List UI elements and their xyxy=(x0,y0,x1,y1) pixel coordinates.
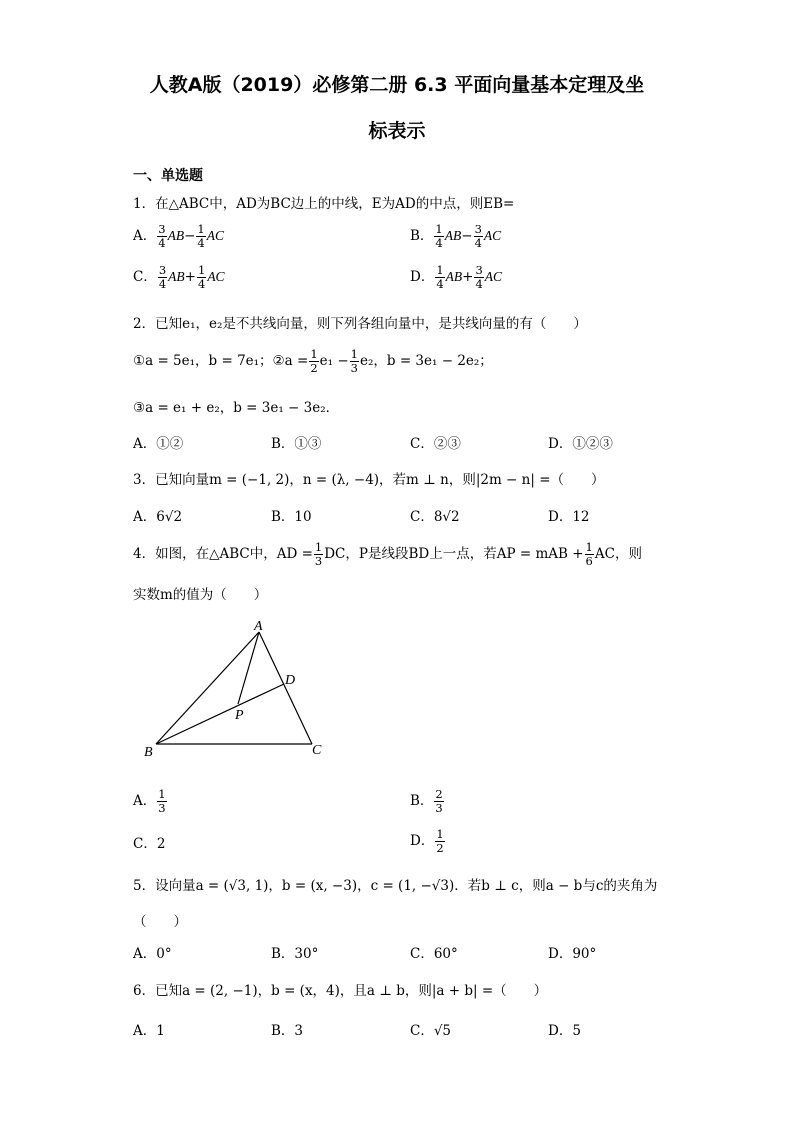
q6-stem: 6．已知a = (2, −1)，b = (x，4)，且a ⊥ b，则|a + b| =（ ） xyxy=(133,983,548,999)
section-heading: 一、单选题 xyxy=(133,168,203,184)
q3-option-b: B．10 xyxy=(271,509,312,525)
q1-option-c: C． $\frac{3}{4}$ AB+ $\frac{1}{4}$ AC xyxy=(133,263,225,291)
label-b: B xyxy=(144,745,153,760)
q6-option-c: C．√5 xyxy=(410,1023,452,1039)
q2-option-c: C．②③ xyxy=(410,436,461,452)
label-c: C xyxy=(312,743,322,758)
q3-option-a: A．6√2 xyxy=(133,509,183,525)
triangle-figure xyxy=(140,618,340,763)
label-d: D xyxy=(285,673,296,688)
q6-option-d: D．5 xyxy=(548,1023,581,1039)
q5-option-b: B．30° xyxy=(271,946,319,962)
q4-option-a: A． $\frac{1}{3}$ xyxy=(133,787,166,815)
q2-option-b: B．①③ xyxy=(271,436,322,452)
q4-stem: 4．如图，在△ABC中，AD = $\frac{1}{3}$ DC，P是线段BD上一点，若AP = mAB + $\frac{1}{6}$ AC，则 xyxy=(133,540,642,568)
q5-stem-line-2: （ ） xyxy=(133,914,187,930)
title-line-2: 标表示 xyxy=(368,120,426,142)
q2-line-2: ③a = e₁ + e₂，b = 3e₁ − 3e₂． xyxy=(133,400,340,416)
q3-stem: 3．已知向量m = (−1, 2)，n = (λ, −4)，若m ⊥ n，则|2m − n| =（ ） xyxy=(133,472,605,488)
side-ac xyxy=(259,632,312,744)
q6-option-b: B．3 xyxy=(271,1023,304,1039)
q5-option-d: D．90° xyxy=(548,946,597,962)
q1-option-a: A． $\frac{3}{4}$ AB− $\frac{1}{4}$ AC xyxy=(133,222,224,250)
label-p: P xyxy=(235,708,244,723)
q3-option-d: D．12 xyxy=(548,509,590,525)
q4-option-d: D． $\frac{1}{2}$ xyxy=(410,827,444,855)
q4-stem-line-2: 实数m的值为（ ） xyxy=(133,587,268,603)
q3-option-c: C．8√2 xyxy=(410,509,460,525)
q2-stem: 2．已知e₁，e₂是不共线向量，则下列各组向量中，是共线向量的有（ ） xyxy=(133,316,587,332)
q2-option-d: D．①②③ xyxy=(548,436,613,452)
q2-line-1: ①a = 5e₁，b = 7e₁；②a = $\frac{1}{2}$ e₁ − $\frac{1}{3}$ e₂，b = 3e₁ − 2e₂； xyxy=(133,347,493,375)
q2-option-a: A．①② xyxy=(133,436,184,452)
q1-stem: 1．在△ABC中，AD为BC边上的中线，E为AD的中点，则EB= xyxy=(133,196,515,212)
label-a: A xyxy=(254,619,263,634)
q1-option-d: D． $\frac{1}{4}$ AB+ $\frac{3}{4}$ AC xyxy=(410,263,503,291)
q4-option-b: B． $\frac{2}{3}$ xyxy=(410,787,443,815)
q1-option-b: B． $\frac{1}{4}$ AB− $\frac{3}{4}$ AC xyxy=(410,222,502,250)
title-line-1: 人教A版（2019）必修第二册 6.3 平面向量基本定理及坐 xyxy=(149,74,645,96)
q5-stem: 5．设向量a = (√3, 1)，b = (x, −3)，c = (1, −√3)．若b ⊥ c，则a − b与c的夹角为 xyxy=(133,878,658,894)
q6-option-a: A．1 xyxy=(133,1023,165,1039)
side-ab xyxy=(156,632,259,744)
segment-bd xyxy=(156,684,284,744)
q4-option-c: C．2 xyxy=(133,836,166,852)
q5-option-a: A．0° xyxy=(133,946,172,962)
q5-option-c: C．60° xyxy=(410,946,458,962)
